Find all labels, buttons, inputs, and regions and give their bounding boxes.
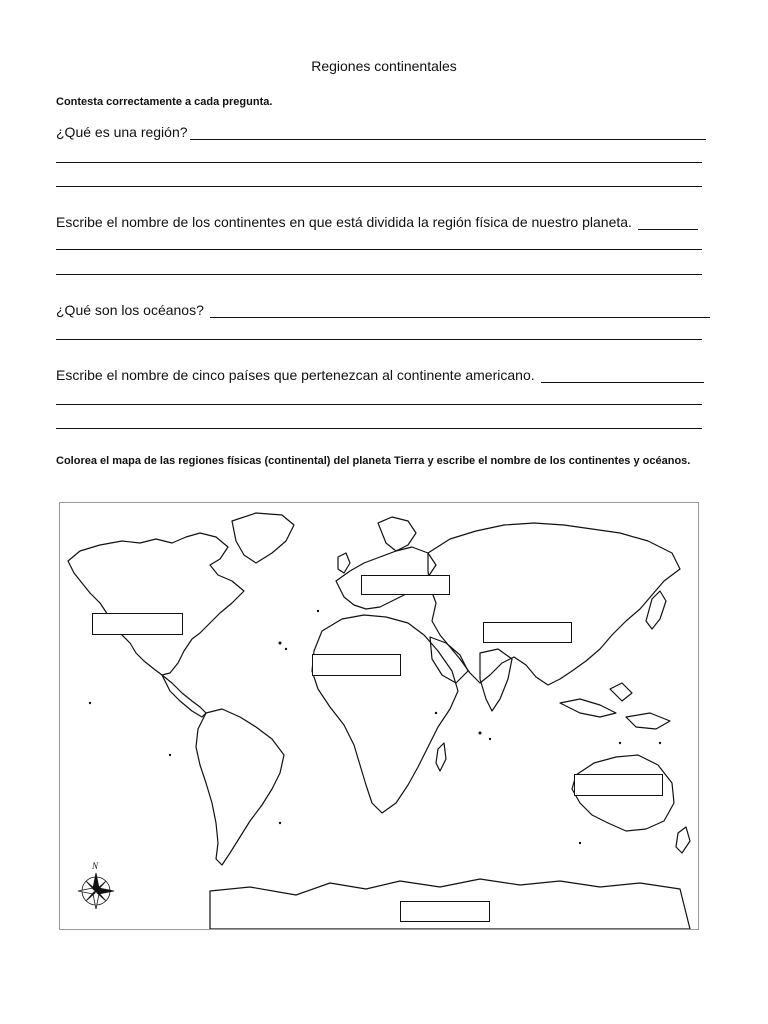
question-4: [56, 367, 704, 383]
asia-outline: [428, 523, 680, 685]
answer-line[interactable]: [56, 404, 702, 405]
label-box-north-america[interactable]: [92, 613, 183, 635]
label-box-europe[interactable]: [361, 575, 450, 595]
label-box-asia[interactable]: [483, 622, 572, 643]
compass-rose-icon: [78, 873, 114, 909]
answer-line[interactable]: [56, 249, 702, 250]
madagascar-outline: [436, 743, 446, 771]
india-outline: [480, 649, 512, 711]
answer-line[interactable]: [638, 217, 698, 230]
label-box-oceania[interactable]: [574, 774, 663, 796]
central-america-outline: [162, 675, 206, 717]
question-3: [56, 302, 710, 318]
new-zealand-outline: [676, 827, 690, 853]
compass-north-label: N: [92, 861, 99, 871]
page-title: Regiones continentales: [311, 58, 457, 74]
answer-line[interactable]: [56, 339, 702, 340]
label-box-antarctica[interactable]: [400, 901, 490, 922]
world-map: [59, 502, 699, 930]
answer-line[interactable]: [56, 274, 702, 275]
question-4-text: Escribe el nombre de cinco países que pertenezcan al continente americano.: [56, 367, 535, 383]
question-2-text: Escribe el nombre de los continentes en que está dividida la región física de nuestro planeta.: [56, 214, 632, 230]
question-1-text: ¿Qué es una región?: [56, 124, 188, 140]
uk-outline: [338, 553, 350, 573]
answer-line[interactable]: [56, 162, 702, 163]
greenland-outline: [232, 513, 294, 563]
japan-outline: [646, 591, 666, 629]
question-3-text: ¿Qué son los océanos?: [56, 302, 204, 318]
answer-line[interactable]: [541, 370, 704, 383]
south-america-outline: [196, 709, 284, 865]
label-box-africa[interactable]: [312, 654, 401, 676]
scandinavia-outline: [378, 517, 416, 551]
question-1: [56, 124, 706, 140]
answer-line[interactable]: [190, 127, 706, 140]
map-instruction: Colorea el mapa de las regiones físicas (continental) del planeta Tierra y escribe el nombre de los continentes y océanos.: [56, 455, 691, 467]
north-america-outline: [68, 533, 244, 675]
answer-line[interactable]: [210, 305, 710, 318]
instruction-text: Contesta correctamente a cada pregunta.: [56, 96, 273, 108]
answer-line[interactable]: [56, 186, 702, 187]
world-map-outline: [60, 503, 698, 929]
answer-line[interactable]: [56, 428, 702, 429]
arabia-outline: [430, 637, 468, 683]
question-2: [56, 214, 698, 230]
islands-outline: [560, 699, 616, 717]
